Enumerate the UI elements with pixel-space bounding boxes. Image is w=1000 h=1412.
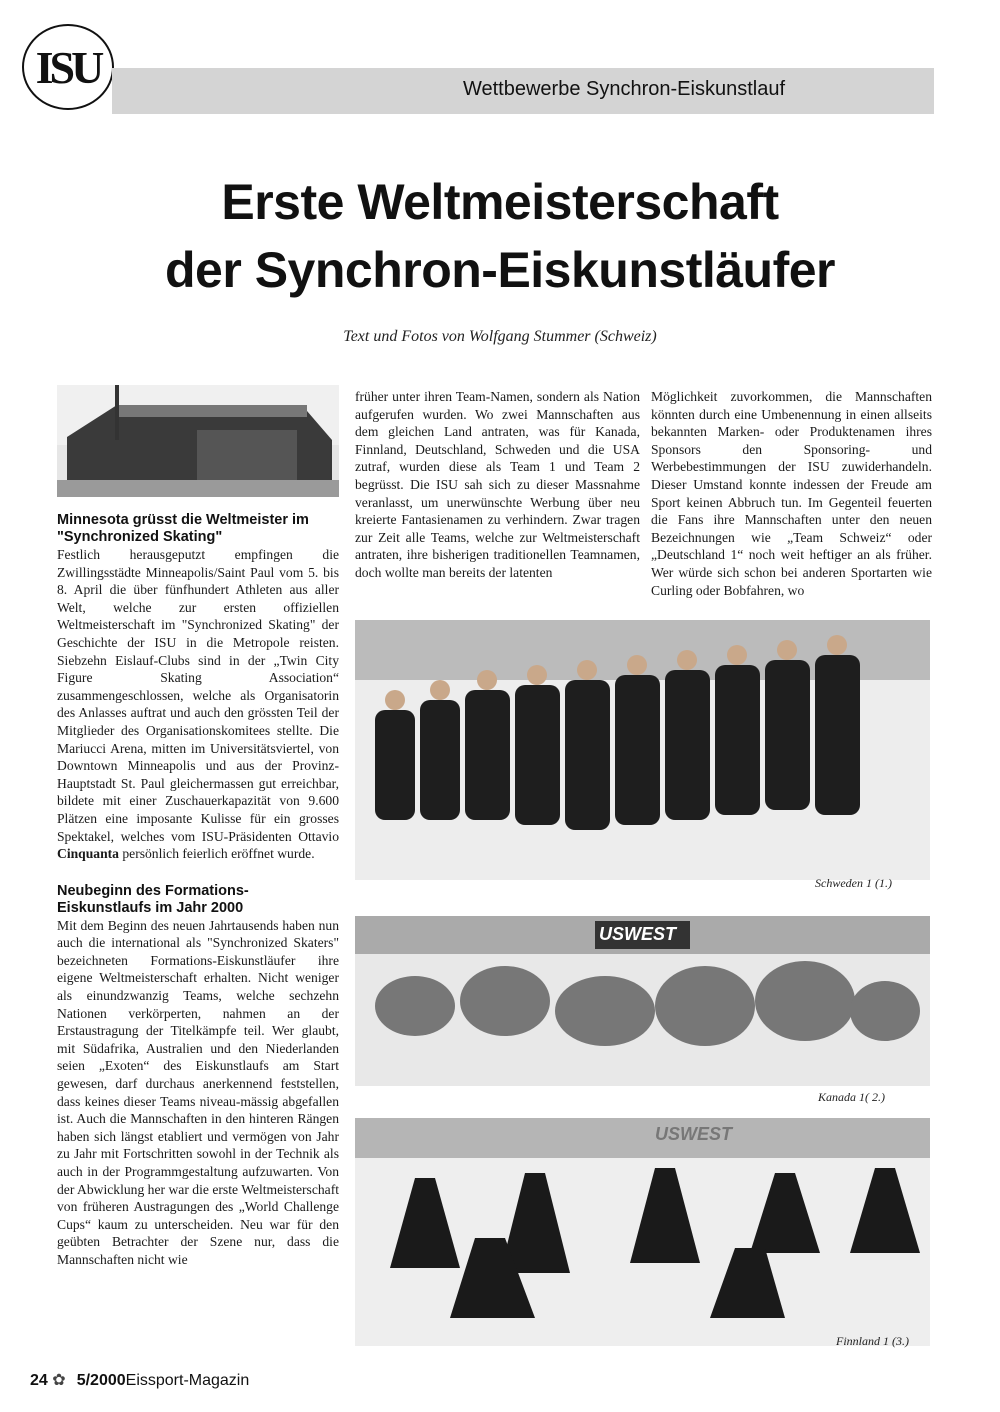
column-2: früher unter ihren Team-Namen, sondern als Nation aufgerufen wurden. Wo zwei Mannschaften aus dem gleichen Land antraten, was für Kanada, Finnland, Deutschland, Schweden und die USA zutraf, wurden diese als Team 1 und Team 2 begrüsst. Die ISU sah sich zu dieser Massnahme veranlasst, um unerwünschte Werbung über neu kreierte Fantasienamen zu verhindern. Zwar tragen zur Zeit alle Teams, welche zur Weltmeisterschaft antraten, ihre bisherigen traditionellen Teamnamen, doch wollte man bereits der latenten bbox=[355, 389, 640, 580]
skaters-illustration bbox=[355, 620, 930, 880]
title-line-2: der Synchron-Eiskunstläufer bbox=[165, 242, 835, 298]
photo-canada-team bbox=[355, 916, 930, 1086]
banner-uswest: USWEST bbox=[599, 924, 677, 944]
isu-logo: ISU bbox=[22, 24, 114, 110]
section-2-heading: Neubeginn des Formations-Eiskunstlaufs im Jahr 2000 bbox=[57, 882, 249, 916]
footer bbox=[30, 1370, 249, 1390]
article-title bbox=[0, 168, 1000, 304]
section-title: Wettbewerbe Synchron-Eiskunstlauf bbox=[462, 78, 785, 100]
magazine-logo-icon: ✿ bbox=[52, 1372, 66, 1389]
photo-finland-team bbox=[355, 1118, 930, 1346]
arena-photo bbox=[57, 385, 339, 497]
caption-sweden: Schweden 1 (1.) bbox=[815, 876, 892, 890]
page-number: 24 bbox=[30, 1372, 48, 1389]
section-1-body: Festlich herausgeputzt empfingen die Zwillingsstädte Minneapolis/Saint Paul vom 5. bis 8. April die über fünfhundert Athleten aus aller Welt, welche zur ersten offiziellen Weltmeisterschaft im "Synchronized Skating" der Geschichte der ISU in die Metropole reisten. Siebzehn Eislauf-Clubs sind in der „Twin City Figure Skating Association“ zusammengeschlossen, welche als Organisatorin des Anlasses auftrat und auch den grössten Teil der Mitglieder des Organisationskomitees stellte. Die Mariucci Arena, mitten im Universitätsviertel, von Downtown Minneapolis und aus der Provinz-Hauptstadt St. Paul gleichermassen gut erreichbar, bildete mit einer Zuschauerkapazität von 9.600 Plätzen eine imposante Kulisse für ein grosses Spektakel, welches vom ISU-Präsidenten Ottavio Cinquanta persönlich feierlich eröffnet wurde. bbox=[57, 547, 339, 862]
column-1 bbox=[57, 512, 339, 1269]
magazine-name: Eissport-Magazin bbox=[125, 1372, 250, 1389]
issue-number: 5/2000 bbox=[76, 1372, 126, 1389]
caption-finland: Finnland 1 (3.) bbox=[836, 1334, 909, 1348]
banner-uswest: USWEST bbox=[655, 1124, 733, 1144]
arena-illustration bbox=[57, 385, 339, 497]
section-1-heading: Minnesota grüsst die Weltmeister im "Synchronized Skating" bbox=[57, 512, 309, 545]
caption-canada: Kanada 1( 2.) bbox=[818, 1090, 885, 1104]
column-3: Möglichkeit zuvorkommen, die Mannschaften könnten durch eine Umbenennung in einen allseits bekannten Marken- oder Produktenamen ihres Sponsors den Sponsoring- und Werbebestimmungen der ISU zuwiderhandeln. Dieser Umstand konnte indessen der Freude am Sport keinen Abbruch tun. Im Gegenteil feuerten die Fans ihre Mannschaften unter den neuen Bezeichnungen wie „Team Schweiz“ oder „Deutschland 1“ noch weit heftiger an als früher. Wer würde sich schon bei anderen Sportarten wie Curling oder Bobfahren, wo bbox=[651, 389, 932, 598]
title-line-1: Erste Weltmeisterschaft bbox=[221, 174, 779, 230]
section-2-body: Mit dem Beginn des neuen Jahrtausends haben nun auch die international als "Synchronized Skaters" bezeichneten Formations-Eiskunstläufer ihre eigene Weltmeisterschaft erhalten. Nicht weniger als einundzwanzig Teams, welche sechzehn Nationen verkörperten, nahmen an der Erstaustragung der Titelkämpfe teil. Wer glaubt, mit Südafrika, Australien und den Niederlanden seien „Exoten“ des Eiskunstlaufs am Start gewesen, darf durchaus anerkennend feststellen, dass keines dieser Teams niveau-mässig abgefallen ist. Auch die Mannschaften in den hinteren Rängen haben sich längst etabliert und vermögen von Jahr zu Jahr mit Fortschritten sowohl in der Technik als auch in der Programmgestaltung aufzuwarten. Von der Abwicklung her war die erste Weltmeisterschaft von früheren Austragungen des „World Challenge Cups“ kaum zu unterscheiden. Neu war für den geübten Betrachter der Szene nur, dass die Mannschaften nicht wie bbox=[57, 917, 339, 1267]
byline: Text und Fotos von Wolfgang Stummer (Schweiz) bbox=[343, 328, 657, 345]
photo-sweden-team bbox=[355, 620, 930, 880]
skaters-illustration bbox=[355, 1118, 930, 1346]
